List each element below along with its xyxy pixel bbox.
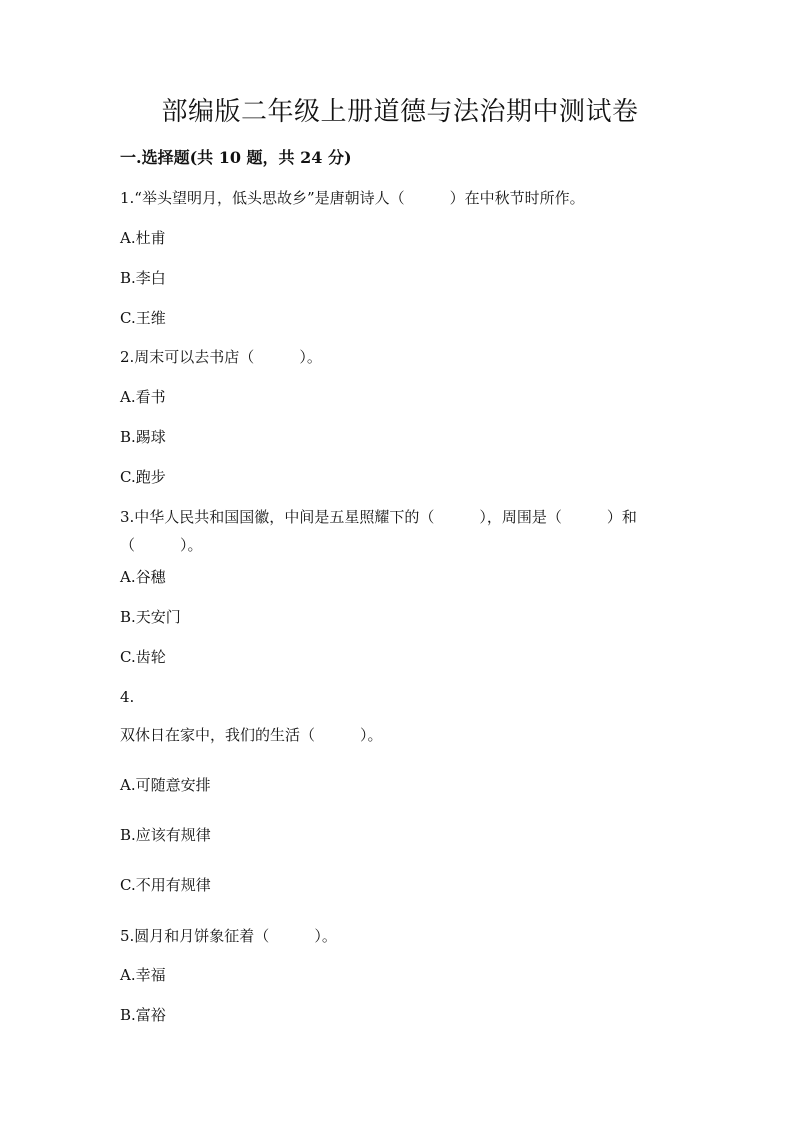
question-4-number: 4. <box>120 688 135 706</box>
question-4-option-c: C.不用有规律 <box>120 876 211 894</box>
question-4-option-a: A.可随意安排 <box>120 776 211 794</box>
question-4-option-b: B.应该有规律 <box>120 826 211 844</box>
question-2-option-a: A.看书 <box>120 388 166 406</box>
question-3-option-a: A.谷穗 <box>120 568 166 586</box>
question-1-option-a: A.杜甫 <box>120 229 166 247</box>
question-3-option-c: C.齿轮 <box>120 648 166 666</box>
question-4-stem: 双休日在家中，我们的生活（ ）。 <box>120 726 383 744</box>
question-2-stem: 2.周末可以去书店（ ）。 <box>120 348 322 366</box>
question-2-option-b: B.踢球 <box>120 428 166 446</box>
question-1-option-b: B.李白 <box>120 269 166 287</box>
question-1-option-c: C.王维 <box>120 309 166 327</box>
question-5-option-a: A.幸福 <box>120 966 166 984</box>
question-1-stem: 1.“举头望明月，低头思故乡”是唐朝诗人（ ）在中秋节时所作。 <box>120 189 585 207</box>
question-2-option-c: C.跑步 <box>120 468 166 486</box>
question-5-option-b: B.富裕 <box>120 1006 166 1024</box>
question-5-stem: 5.圆月和月饼象征着（ ）。 <box>120 927 337 945</box>
question-3-stem: 3.中华人民共和国国徽，中间是五星照耀下的（ ），周围是（ ）和（ ）。 <box>120 508 637 554</box>
section-heading: 一.选择题(共 10 题，共 24 分) <box>120 148 352 167</box>
page-title: 部编版二年级上册道德与法治期中测试卷 <box>161 97 639 127</box>
question-3-option-b: B.天安门 <box>120 608 181 626</box>
